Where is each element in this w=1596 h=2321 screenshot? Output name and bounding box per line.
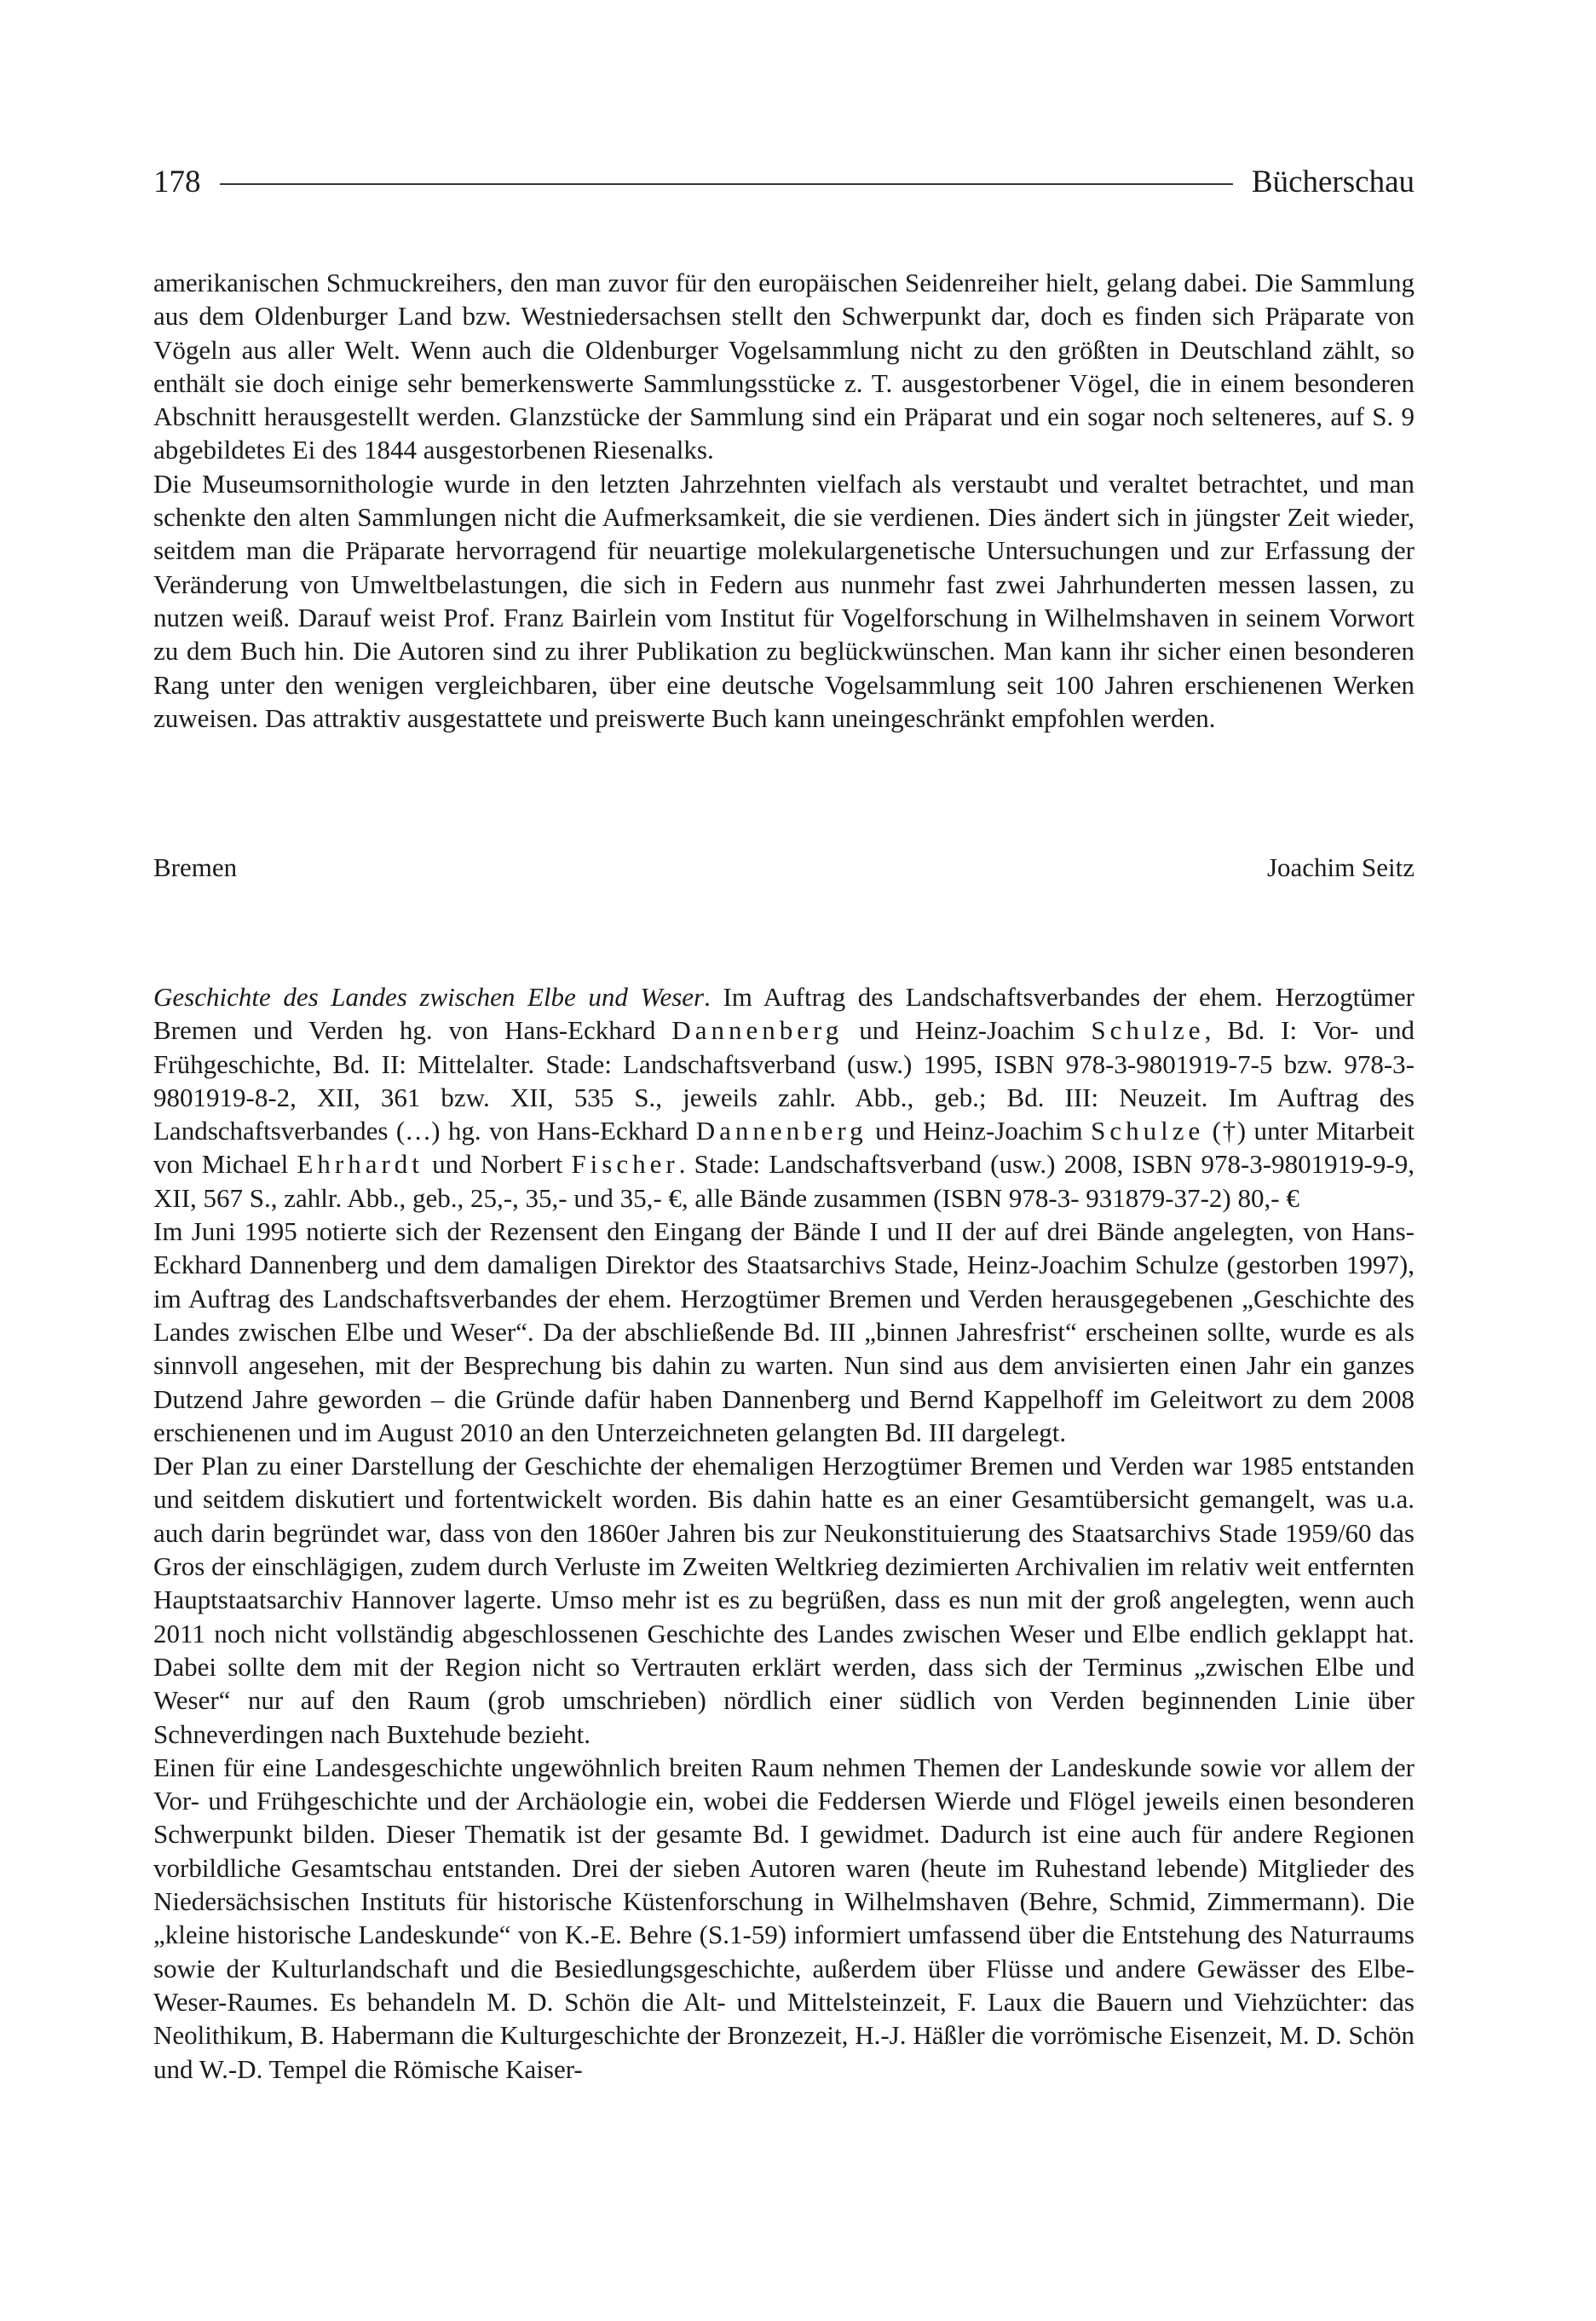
review-continuation xyxy=(153,266,1415,735)
review2-paragraph-1: Im Juni 1995 notierte sich der Rezensent den Eingang der Bände I und II der auf drei Bände angelegten, von Hans-Eckhard Dannenberg und dem damaligen Direktor des Staatsarchivs Stade, Heinz-Joachim Schulze (gestorben 1997), im Auftrag des Landschaftsverbandes der ehem. Herzogtümer Bremen und Verden herausgegebenen „Geschichte des Landes zwischen Elbe und Weser“. Da der abschließende Bd. III „binnen Jahresfrist“ erscheinen sollte, wurde es als sinnvoll angesehen, mit der Besprechung bis dahin zu warten. Nun sind aus dem anvisierten einen Jahr ein ganzes Dutzend Jahre geworden – die Gründe dafür haben Dannenberg und Bernd Kappelhoff im Geleitwort zu dem 2008 erschienenen und im August 2010 an den Unterzeichneten gelangten Bd. III dargelegt. xyxy=(153,1216,1415,1447)
bibliographic-citation: Geschichte des Landes zwischen Elbe und Weser. Im Auftrag des Landschaftsverbandes der ehem. Herzogtümer Bremen und Verden hg. von Hans-Eckhard Dannenberg und Heinz-Joachim Schulze, Bd. I: Vor- und Frühgeschichte, Bd. II: Mittelalter. Stade: Landschaftsverband (usw.) 1995, ISBN 978-3-9801919-7-5 bzw. 978-3-9801919-8-2, XII, 361 bzw. XII, 535 S., jeweils zahlr. Abb., geb.; Bd. III: Neuzeit. Im Auftrag des Landschaftsverbandes (…) hg. von Hans-Eckhard Dannenberg und Heinz-Joachim Schulze (†) unter Mitarbeit von Michael Ehrhardt und Norbert Fischer. Stade: Landschaftsverband (usw.) 2008, ISBN 978-3-9801919-9-9, XII, 567 S., zahlr. Abb., geb., 25,-, 35,- und 35,- €, alle Bände zusammen (ISBN 978-3- 931879-37-2) 80,- € xyxy=(153,982,1415,1213)
review1-paragraph-2: Die Museumsornithologie wurde in den letzten Jahrzehnten vielfach als verstaubt und veraltet betrachtet, und man schenkte den alten Sammlungen nicht die Aufmerksamkeit, die sie verdienen. Dies ändert sich in jüngster Zeit wieder, seitdem man die Präparate hervorragend für neuartige molekulargenetische Untersuchungen und zur Erfassung der Veränderung von Umweltbelastungen, die sich in Federn aus nunmehr fast zwei Jahrhunderten messen lassen, zu nutzen weiß. Darauf weist Prof. Franz Bairlein vom Institut für Vogelforschung in Wilhelmshaven in seinem Vorwort zu dem Buch hin. Die Autoren sind zu ihrer Publikation zu beglückwünschen. Man kann ihr sicher einen besonderen Rang unter den wenigen vergleichbaren, über eine deutsche Vogelsammlung seit 100 Jahren erschienenen Werken zuweisen. Das attraktiv ausgestattete und preiswerte Buch kann uneingeschränkt empfohlen werden. xyxy=(153,468,1415,733)
review2-paragraph-2: Der Plan zu einer Darstellung der Geschichte der ehemaligen Herzogtümer Bremen und Verden war 1985 entstanden und seitdem diskutiert und fortentwickelt worden. Bis dahin hatte es an einer Gesamtübersicht gemangelt, was u.a. auch darin begründet war, dass von den 1860er Jahren bis zur Neukonstituierung des Staatsarchivs Stade 1959/60 das Gros der einschlägigen, zudem durch Verluste im Zweiten Weltkrieg dezimierten Archivalien im relativ weit entfernten Hauptstaatsarchiv Hannover lagerte. Umso mehr ist es zu begrüßen, dass es nun mit der groß angelegten, wenn auch 2011 noch nicht vollständig abgeschlossenen Geschichte des Landes zwischen Weser und Elbe endlich geklappt hat. Dabei sollte dem mit der Region nicht so Vertrauten erklärt werden, dass sich der Terminus „zwischen Elbe und Weser“ nur auf den Raum (grob umschrieben) nördlich einer südlich von Verden beginnenden Linie über Schneverdingen nach Buxtehude bezieht. xyxy=(153,1451,1415,1749)
editor-name: Schulze xyxy=(1091,1015,1205,1046)
review-geschichte-elbe-weser xyxy=(153,980,1415,2086)
contributor-name: Ehrhardt xyxy=(297,1149,423,1180)
review2-paragraph-3: Einen für eine Landesgeschichte ungewöhnlich breiten Raum nehmen Themen der Landeskunde sowie vor allem der Vor- und Frühgeschichte und der Archäologie ein, wobei die Feddersen Wierde und Flögel jeweils einen besonderen Schwerpunkt bilden. Dieser Thematik ist der gesamte Bd. I gewidmet. Dadurch ist eine auch für andere Regionen vorbildliche Gesamtschau entstanden. Drei der sieben Autoren waren (heute im Ruhestand lebende) Mitglieder des Niedersächsischen Instituts für historische Küstenforschung in Wilhelmshaven (Behre, Schmid, Zimmermann). Die „kleine historische Landeskunde“ von K.-E. Behre (S.1-59) informiert umfassend über die Entstehung des Naturraums sowie der Kulturlandschaft und die Besiedlungsgeschichte, außerdem über Flüsse und andere Gewässer des Elbe-Weser-Raumes. Es behandeln M. D. Schön die Alt- und Mittelsteinzeit, F. Laux die Bauern und Viehzüchter: das Neolithikum, B. Habermann die Kulturgeschichte der Bronzezeit, H.-J. Häßler die vorrömische Eisenzeit, M. D. Schön und W.-D. Tempel die Römische Kaiser- xyxy=(153,1752,1415,2084)
review1-paragraph-1: amerikanischen Schmuckreihers, den man zuvor für den europäischen Seidenreiher hielt, gelang dabei. Die Sammlung aus dem Oldenburger Land bzw. Westniedersachsen stellt den Schwerpunkt dar, doch es finden sich Präparate von Vögeln aus aller Welt. Wenn auch die Oldenburger Vogelsammlung nicht zu den größten in Deutschland zählt, so enthält sie doch einige sehr bemerkenswerte Sammlungsstücke z. T. ausgestorbener Vögel, die in einem besonderen Abschnitt herausgestellt werden. Glanzstücke der Sammlung sind ein Präparat und ein sogar noch selteneres, auf S. 9 abgebildetes Ei des 1844 ausgestorbenen Riesenalks. xyxy=(153,268,1415,465)
section-title: Bücherschau xyxy=(1251,164,1415,199)
review-place: Bremen xyxy=(153,852,238,882)
header-rule xyxy=(220,183,1233,185)
reviewer-name: Joachim Seitz xyxy=(1266,852,1415,882)
page-number: 178 xyxy=(153,164,201,199)
contributor-name: Fischer xyxy=(571,1149,679,1180)
editor-name: Dannenberg xyxy=(695,1116,867,1146)
book-title: Geschichte des Landes zwischen Elbe und Weser xyxy=(153,982,705,1012)
editor-name: Dannenberg xyxy=(671,1015,844,1046)
running-header xyxy=(153,160,1415,203)
editor-name: Schulze xyxy=(1091,1116,1205,1146)
review-signature xyxy=(153,852,1415,883)
